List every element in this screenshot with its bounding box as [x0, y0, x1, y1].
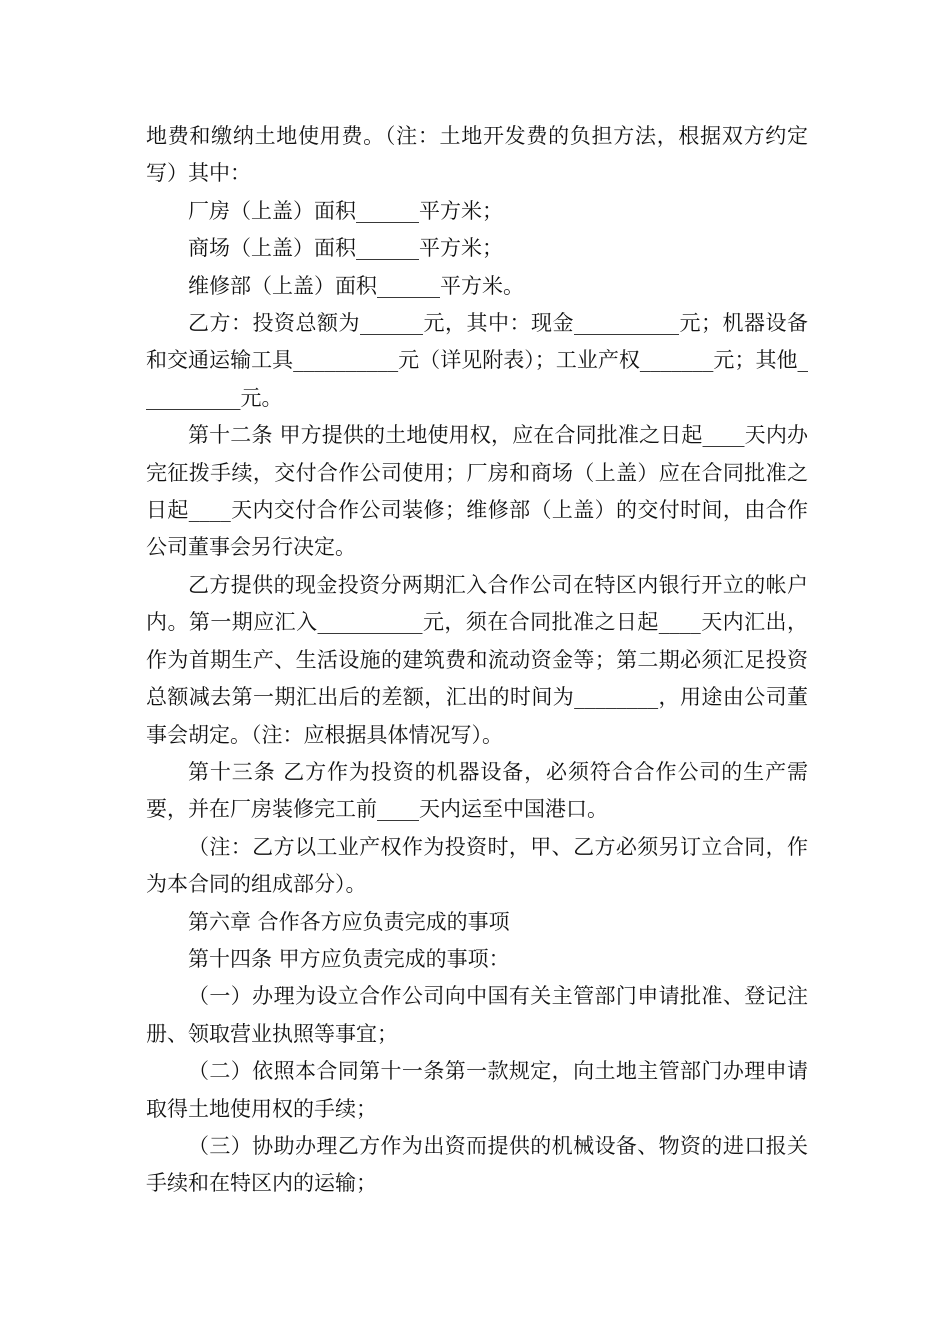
paragraph-repair-area: 维修部（上盖）面积______平方米。	[188, 273, 524, 298]
list-item-3: （三）协助办理乙方作为出资而提供的机械设备、物资的进口报关手续和在特区内的运输；	[146, 1133, 808, 1196]
paragraph-factory-area: 厂房（上盖）面积______平方米；	[188, 198, 503, 223]
paragraph-mall-area: 商场（上盖）面积______平方米；	[188, 236, 503, 261]
paragraph-article-14: 第十四条 甲方应负责完成的事项：	[188, 946, 510, 971]
paragraph-article-13: 第十三条 乙方作为投资的机器设备，必须符合合作公司的生产需要，并在厂房装修完工前____天内运至中国港口。	[146, 759, 808, 822]
paragraph-party-b-investment: 乙方：投资总额为______元，其中：现金__________元；机器设备和交通运输工具__________元（详见附表）；工业产权_______元；其他__________元。	[146, 311, 808, 410]
paragraph-note-industrial-property: （注：乙方以工业产权作为投资时，甲、乙方必须另订立合同，作为本合同的组成部分）。	[146, 834, 808, 897]
paragraph-land-fee: 地费和缴纳土地使用费。（注：土地开发费的负担方法，根据双方约定写）其中：	[146, 124, 808, 186]
paragraph-cash-installments: 乙方提供的现金投资分两期汇入合作公司在特区内银行开立的帐户内。第一期应汇入__________元，须在合同批准之日起____天内汇出，作为首期生产、生活设施的建筑费和流动资金等；第二期必须汇足投资总额减去第一期汇出后的差额，汇出的时间为________，用途由公司董事会胡定。（注：应根据具体情况写）。	[146, 572, 808, 747]
chapter-6-heading: 第六章 合作各方应负责完成的事项	[188, 909, 510, 934]
paragraph-article-12: 第十二条 甲方提供的土地使用权，应在合同批准之日起____天内办完征拨手续，交付合作公司使用；厂房和商场（上盖）应在合同批准之日起____天内交付合作公司装修；维修部（上盖）的交付时间，由合作公司董事会另行决定。	[146, 423, 808, 560]
document-body	[146, 118, 808, 1203]
list-item-2: （二）依照本合同第十一条第一款规定，向土地主管部门办理申请取得土地使用权的手续；	[146, 1059, 808, 1121]
list-item-1: （一）办理为设立合作公司向中国有关主管部门申请批准、登记注册、领取营业执照等事宜；	[146, 984, 808, 1046]
